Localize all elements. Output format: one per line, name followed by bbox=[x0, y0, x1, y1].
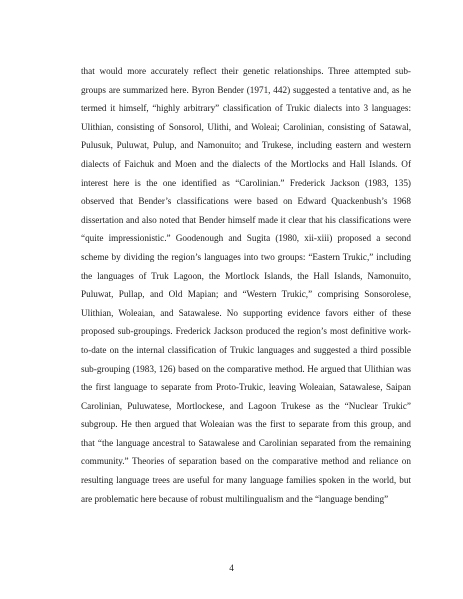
text-line: Puluwat, Pullap, and Old Mapian; and “Western Trukic,” comprising Sonsorolese, bbox=[81, 289, 411, 300]
body-paragraph bbox=[81, 62, 411, 508]
text-line: the languages of Truk Lagoon, the Mortlock Islands, the Hall Islands, Namonuito, bbox=[81, 270, 411, 281]
text-line: observed that Bender’s classifications were based on Edward Quackenbush’s 1968 bbox=[81, 196, 411, 207]
text-line: Pulusuk, Puluwat, Pulup, and Namonuito; and Trukese, including eastern and western bbox=[81, 140, 411, 151]
text-line: Carolinian, Puluwatese, Mortlockese, and Lagoon Trukese as the “Nuclear Trukic” bbox=[81, 400, 411, 411]
text-line: to-date on the internal classification of Trukic languages and suggested a third possible bbox=[81, 344, 411, 355]
text-line: are problematic here because of robust multilingualism and the “language bending” bbox=[81, 493, 389, 504]
text-line: termed it himself, “highly arbitrary” classification of Trukic dialects into 3 languages: bbox=[81, 103, 411, 114]
page-number: 4 bbox=[229, 563, 234, 573]
text-line: scheme by dividing the region’s languages into two groups: “Eastern Trukic,” including bbox=[81, 251, 411, 262]
text-line: that would more accurately reflect their genetic relationships. Three attempted sub- bbox=[81, 66, 411, 76]
text-line: interest here is the one identified as “Carolinian.” Frederick Jackson (1983, 135) bbox=[81, 177, 411, 188]
text-line: proposed sub-groupings. Frederick Jackson produced the region’s most definitive work- bbox=[81, 326, 411, 337]
text-line: community.” Theories of separation based on the comparative method and reliance on bbox=[81, 456, 411, 467]
text-line: resulting language trees are useful for many language families spoken in the world, but bbox=[81, 475, 411, 486]
text-line: dissertation and also noted that Bender himself made it clear that his classifications were bbox=[81, 214, 411, 225]
text-line: that “the language ancestral to Satawalese and Carolinian separated from the remaining bbox=[81, 437, 411, 448]
text-line: “quite impressionistic.” Goodenough and Sugita (1980, xii-xiii) proposed a second bbox=[81, 233, 411, 244]
text-line: subgroup. He then argued that Woleaian was the first to separate from this group, and bbox=[81, 419, 411, 430]
text-line: sub-grouping (1983, 126) based on the comparative method. He argued that Ulithian was bbox=[81, 363, 411, 374]
text-line: Ulithian, consisting of Sonsorol, Ulithi, and Woleai; Carolinian, consisting of Satawal, bbox=[81, 121, 411, 132]
text-line: the first language to separate from Proto-Trukic, leaving Woleaian, Satawalese, Saipan bbox=[81, 382, 411, 393]
text-line: groups are summarized here. Byron Bender (1971, 442) suggested a tentative and, as he bbox=[81, 84, 411, 95]
text-line: Ulithian, Woleaian, and Satawalese. No supporting evidence favors either of these bbox=[81, 307, 411, 318]
text-line: dialects of Faichuk and Moen and the dialects of the Mortlocks and Hall Islands. Of bbox=[81, 158, 411, 169]
